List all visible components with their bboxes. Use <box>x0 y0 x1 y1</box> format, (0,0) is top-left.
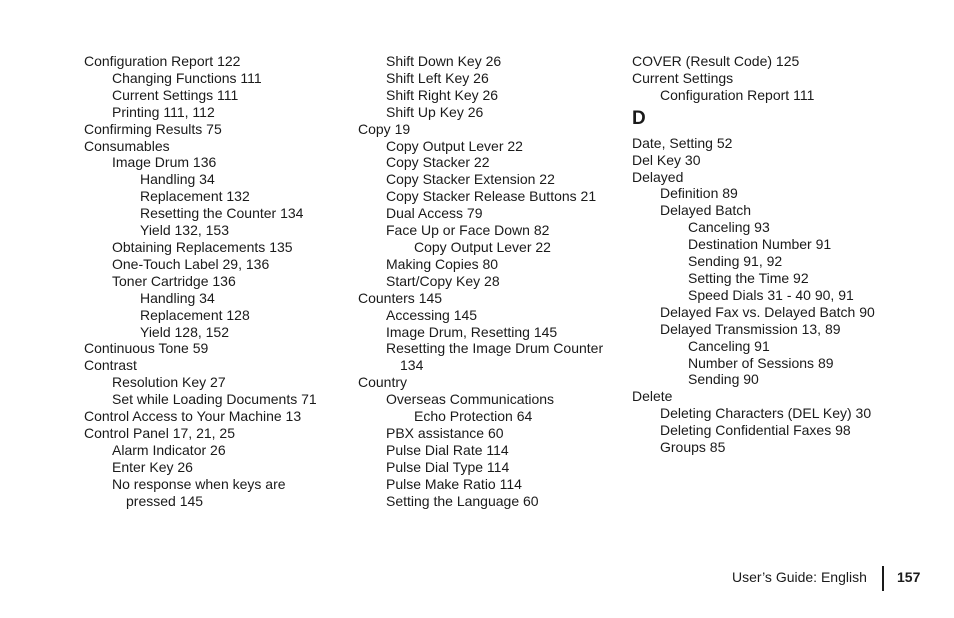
index-entry <box>358 408 623 425</box>
index-entry-text: Copy Stacker Extension 22 <box>386 171 555 188</box>
index-entry <box>358 256 623 273</box>
index-entry-text: Groups 85 <box>660 439 726 456</box>
section-letter: D <box>632 107 646 129</box>
index-entry-text: Canceling 93 <box>688 219 770 236</box>
index-entry <box>84 53 354 70</box>
index-entry-continuation: pressed 145 <box>126 492 204 509</box>
index-entry-text: Printing 111, 112 <box>112 103 215 120</box>
index-entry-text: Definition 89 <box>660 185 738 202</box>
index-entry-text: Alarm Indicator 26 <box>112 441 226 458</box>
index-entry <box>632 422 932 439</box>
index-entry-text: Dual Access 79 <box>386 205 483 222</box>
index-entry <box>358 374 623 391</box>
index-column-3 <box>632 53 932 456</box>
index-entry-text: Enter Key 26 <box>112 458 193 475</box>
index-entry <box>84 476 354 510</box>
index-column-2 <box>358 53 623 509</box>
index-entry-text: Face Up or Face Down 82 <box>386 222 550 239</box>
index-entry <box>358 188 623 205</box>
index-entry <box>632 388 932 405</box>
index-entry <box>632 405 932 422</box>
index-entry <box>632 135 932 152</box>
index-entry-text: Echo Protection 64 <box>414 408 533 425</box>
index-entry-text: Number of Sessions 89 <box>688 354 834 371</box>
index-entry <box>84 188 354 205</box>
index-entry-text: Resetting the Image Drum Counter <box>386 340 604 357</box>
index-entry-text: Sending 90 <box>688 371 759 388</box>
footer-divider <box>882 566 884 591</box>
index-entry-text: Shift Left Key 26 <box>386 69 489 86</box>
index-entry <box>84 222 354 239</box>
page-number: 157 <box>897 569 921 585</box>
index-entry <box>358 171 623 188</box>
index-entry-text: Setting the Time 92 <box>688 269 809 286</box>
footer-guide-label: User’s Guide: English <box>732 569 867 585</box>
index-entry <box>358 205 623 222</box>
index-entry-text: Setting the Language 60 <box>386 492 539 509</box>
index-entry <box>358 324 623 341</box>
index-entry-text: Changing Functions 111 <box>112 69 262 86</box>
index-entry <box>358 239 623 256</box>
index-entry <box>84 154 354 171</box>
index-entry <box>84 307 354 324</box>
index-entry-text: One-Touch Label 29, 136 <box>112 255 270 272</box>
index-entry-text: Sending 91, 92 <box>688 253 783 270</box>
index-entry <box>632 202 932 219</box>
index-entry <box>358 154 623 171</box>
index-entry-text: Speed Dials 31 - 40 90, 91 <box>688 286 854 303</box>
index-entry-text: COVER (Result Code) 125 <box>632 53 800 69</box>
index-entry <box>358 307 623 324</box>
index-entry <box>358 290 623 307</box>
index-entry-text: Destination Number 91 <box>688 236 832 253</box>
index-entry-text: Control Panel 17, 21, 25 <box>84 424 235 441</box>
index-entry-text: Deleting Characters (DEL Key) 30 <box>660 405 872 422</box>
index-entry-text: Current Settings 111 <box>112 86 239 103</box>
index-entry <box>358 138 623 155</box>
index-entry <box>632 236 932 253</box>
index-entry-text: Making Copies 80 <box>386 255 499 272</box>
index-entry-text: Delayed Batch <box>660 202 752 219</box>
index-entry <box>632 169 932 186</box>
index-entry-text: Shift Down Key 26 <box>386 53 502 69</box>
index-entry-text: Consumables <box>84 137 170 154</box>
index-entry-text: Obtaining Replacements 135 <box>112 238 293 255</box>
index-entry-text: Confirming Results 75 <box>84 120 222 137</box>
index-entry <box>358 121 623 138</box>
index-entry-text: Delayed Fax vs. Delayed Batch 90 <box>660 303 875 320</box>
index-entry-text: Set while Loading Documents 71 <box>112 391 317 408</box>
index-entry-text: Copy Stacker Release Buttons 21 <box>386 188 597 205</box>
index-entry <box>84 357 354 374</box>
index-entry <box>84 104 354 121</box>
index-entry <box>632 287 932 304</box>
index-entry <box>632 87 932 104</box>
index-entry <box>358 273 623 290</box>
index-entry-text: Replacement 128 <box>140 306 250 323</box>
index-entry-text: Shift Right Key 26 <box>386 86 499 103</box>
index-entry <box>358 87 623 104</box>
index-entry-text: Deleting Confidential Faxes 98 <box>660 422 851 439</box>
index-entry-text: Yield 128, 152 <box>140 323 229 340</box>
index-entry-text: Image Drum, Resetting 145 <box>386 323 558 340</box>
index-entry <box>358 425 623 442</box>
index-entry-text: Configuration Report 122 <box>84 53 241 69</box>
index-entry-text: Overseas Communications <box>386 391 555 408</box>
index-entry-text: Del Key 30 <box>632 151 701 168</box>
index-entry-text: Replacement 132 <box>140 188 250 205</box>
index-entry <box>84 70 354 87</box>
index-entry <box>632 152 932 169</box>
index-entry <box>632 253 932 270</box>
index-entry <box>84 408 354 425</box>
index-entry <box>84 374 354 391</box>
index-entry <box>358 104 623 121</box>
index-entry <box>358 442 623 459</box>
index-entry <box>358 222 623 239</box>
index-entry-text: Country <box>358 374 408 391</box>
index-entry <box>84 171 354 188</box>
index-entry-text: Pulse Dial Type 114 <box>386 458 510 475</box>
index-entry <box>84 121 354 138</box>
index-entry <box>84 425 354 442</box>
index-entry <box>632 70 932 87</box>
index-entry <box>632 355 932 372</box>
index-entry <box>358 70 623 87</box>
index-entry <box>84 290 354 307</box>
index-entry-continuation: 134 <box>400 357 424 374</box>
index-column-1 <box>84 53 354 509</box>
index-entry-text: PBX assistance 60 <box>386 424 504 441</box>
index-entry-text: Delayed Transmission 13, 89 <box>660 320 841 337</box>
index-entry <box>84 324 354 341</box>
index-entry-text: Date, Setting 52 <box>632 134 733 151</box>
index-entry-text: Resetting the Counter 134 <box>140 205 304 222</box>
index-entry <box>84 459 354 476</box>
index-entry-text: Delete <box>632 388 673 405</box>
index-entry-text: Image Drum 136 <box>112 154 217 171</box>
index-entry-text: Copy Output Lever 22 <box>386 137 523 154</box>
index-entry <box>632 439 932 456</box>
index-entry-text: Pulse Dial Rate 114 <box>386 441 509 458</box>
index-entry-text: Copy Output Lever 22 <box>414 238 551 255</box>
index-entry-text: Current Settings <box>632 69 734 86</box>
index-entry <box>84 138 354 155</box>
index-entry <box>358 493 623 510</box>
index-entry-text: Toner Cartridge 136 <box>112 272 236 289</box>
index-entry <box>632 185 932 202</box>
index-entry-text: Canceling 91 <box>688 337 770 354</box>
index-entry-text: Handling 34 <box>140 289 215 306</box>
index-entry <box>84 442 354 459</box>
index-entry <box>632 321 932 338</box>
index-entry-text: Resolution Key 27 <box>112 374 226 391</box>
index-entry <box>632 338 932 355</box>
index-entry <box>358 340 623 374</box>
index-entry <box>84 239 354 256</box>
index-entry <box>84 87 354 104</box>
index-entry <box>358 391 623 408</box>
index-entry <box>632 371 932 388</box>
index-entry-text: Yield 132, 153 <box>140 222 229 239</box>
index-entry-text: Accessing 145 <box>386 306 478 323</box>
index-entry <box>632 53 932 70</box>
index-entry-text: Control Access to Your Machine 13 <box>84 408 302 425</box>
index-entry <box>84 273 354 290</box>
index-entry <box>358 53 623 70</box>
index-entry-text: Pulse Make Ratio 114 <box>386 475 522 492</box>
index-entry-text: Copy Stacker 22 <box>386 154 490 171</box>
index-entry <box>358 459 623 476</box>
index-entry-text: Start/Copy Key 28 <box>386 272 500 289</box>
index-entry-text: Counters 145 <box>358 289 443 306</box>
index-entry <box>84 340 354 357</box>
index-entry <box>632 219 932 236</box>
index-entry <box>632 304 932 321</box>
index-entry-text: Handling 34 <box>140 171 215 188</box>
index-entry-text: Continuous Tone 59 <box>84 340 209 357</box>
index-entry-text: Configuration Report 111 <box>660 86 815 103</box>
index-entry <box>84 391 354 408</box>
index-entry <box>84 205 354 222</box>
index-entry-text: No response when keys are <box>112 475 286 492</box>
index-entry-text: Shift Up Key 26 <box>386 103 484 120</box>
index-entry-text: Delayed <box>632 168 684 185</box>
index-entry <box>84 256 354 273</box>
index-entry-text: Copy 19 <box>358 120 411 137</box>
index-entry-text: Contrast <box>84 357 137 374</box>
index-entry <box>358 476 623 493</box>
index-entry <box>632 270 932 287</box>
